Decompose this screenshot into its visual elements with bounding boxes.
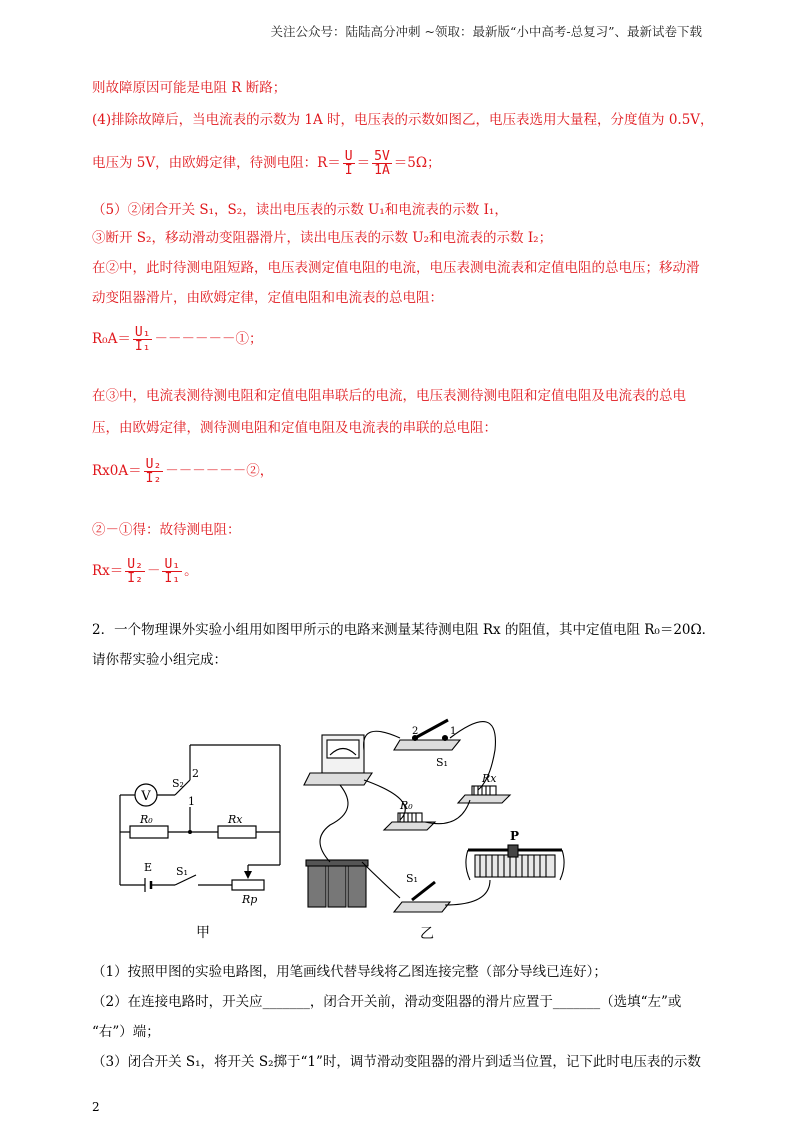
solution-formula-r (92, 150, 441, 177)
apparatus-diagram-yi (300, 690, 580, 945)
equals: ＝ (356, 155, 371, 171)
numerator: U₁ (134, 325, 151, 340)
denominator: I₁ (134, 339, 151, 354)
label-rx: Rx (482, 772, 497, 785)
fraction-u-over-i (343, 150, 355, 177)
numerator: U₁ (164, 557, 181, 572)
page-header: 关注公众号：陆陆高分冲刺 ~领取：最新版“小中高考-总复习”、最新试卷下载 (270, 24, 702, 39)
circuit-diagram-jia (100, 735, 300, 945)
denominator: I₁ (164, 571, 181, 586)
formula-tail: －－－－－－②， (165, 463, 274, 479)
fraction-5v-over-1a (372, 150, 392, 177)
numerator: 5V (374, 149, 390, 164)
label-s1-bottom: S₁ (406, 872, 418, 885)
resistor-rx (458, 786, 510, 803)
denominator: I (344, 163, 353, 178)
formula-result: ＝5Ω； (393, 155, 441, 171)
formula-lhs: Rx＝ (92, 563, 124, 579)
label-s1: S₁ (176, 865, 188, 878)
page-number: 2 (92, 1100, 100, 1114)
fraction-u1-i1 (162, 558, 182, 585)
formula-lhs: R₀A＝ (92, 331, 131, 347)
figure-caption-yi: 乙 (420, 926, 434, 942)
label-terminal-2: 2 (192, 767, 199, 780)
numerator: U (344, 149, 353, 164)
rheostat (466, 845, 564, 880)
formula-text: 电压为 5V，由欧姆定律，待测电阻：R＝ (92, 155, 341, 171)
battery-pack (306, 860, 368, 907)
formula-rx (92, 558, 198, 585)
solution-line-10: ②－①得：故待测电阻： (92, 522, 241, 538)
formula-rx0a (92, 458, 273, 485)
question-2-part-2: （2）在连接电路时，开关应_______，闭合开关前，滑动变阻器的滑片应置于_______（选填“左”或 (92, 994, 682, 1010)
question-2-stem-cont: 请你帮实验小组完成： (92, 652, 227, 668)
label-rp: Rp (242, 893, 258, 906)
formula-lhs: Rx0A＝ (92, 463, 142, 479)
solution-line-5: ③断开 S₂，移动滑动变阻器滑片，读出电压表的示数 U₂和电流表的示数 I₂； (92, 230, 553, 246)
voltmeter-device (304, 735, 372, 785)
solution-line-9: 压，由欧姆定律，测待测电阻和定值电阻及电流表的串联的总电阻： (92, 420, 497, 436)
solution-line-1: 则故障原因可能是电阻 R 断路； (92, 80, 287, 96)
formula-r0a (92, 326, 262, 353)
minus: － (146, 563, 161, 579)
label-r0: R₀ (400, 799, 413, 812)
question-2-part-2-cont: “右”）端； (92, 1024, 160, 1040)
fraction-u2-i2 (125, 558, 145, 585)
solution-line-6: 在②中，此时待测电阻短路，电压表测定值电阻的电流，电压表测电流表和定值电阻的总电压；移动滑 (92, 260, 700, 276)
label-r0: R₀ (140, 813, 153, 826)
label-terminal-1: 1 (450, 726, 457, 737)
voltmeter-label: V (141, 789, 151, 804)
solution-line-2: (4)排除故障后，当电流表的示数为 1A 时，电压表的示数如图乙，电压表选用大量程，分度值为 0.5V， (92, 112, 714, 128)
fraction-u2-i2 (144, 458, 164, 485)
question-2-part-3: （3）闭合开关 S₁，将开关 S₂掷于“1”时，调节滑动变阻器的滑片到适当位置，记下此时电压表的示数 (92, 1054, 701, 1070)
question-2-stem: 2．一个物理课外实验小组用如图甲所示的电路来测量某待测电阻 Rx 的阻值，其中定值电阻 R₀＝20Ω． (92, 622, 716, 638)
figure-caption-jia: 甲 (196, 925, 210, 941)
label-p: P (510, 829, 520, 843)
formula-tail: －－－－－－①； (154, 331, 263, 347)
fraction-u1-i1 (133, 326, 153, 353)
resistor-r0 (384, 813, 435, 830)
label-rx: Rx (228, 813, 243, 826)
switch-s1-bottom (394, 882, 450, 912)
numerator: U₂ (127, 557, 143, 572)
denominator: I₂ (145, 471, 162, 486)
label-terminal-2: 2 (412, 726, 419, 737)
denominator: I₂ (127, 571, 143, 586)
question-2-part-1: （1）按照甲图的实验电路图，用笔画线代替导线将乙图连接完整（部分导线已连好）； (92, 964, 607, 980)
denominator: 1A (374, 163, 390, 178)
solution-line-8: 在③中，电流表测待测电阻和定值电阻串联后的电流，电压表测待测电阻和定值电阻及电流表的总电 (92, 388, 686, 404)
solution-line-7: 动变阻器滑片，由欧姆定律，定值电阻和电流表的总电阻： (92, 290, 443, 306)
label-terminal-1: 1 (188, 795, 195, 808)
solution-line-4: （5）②闭合开关 S₁，S₂，读出电压表的示数 U₁和电流表的示数 I₁， (92, 202, 508, 218)
label-e: E (144, 861, 153, 874)
label-s2: S₂ (172, 777, 184, 790)
label-s1-top: S₁ (436, 756, 448, 769)
formula-tail: 。 (184, 563, 198, 579)
numerator: U₂ (145, 457, 162, 472)
